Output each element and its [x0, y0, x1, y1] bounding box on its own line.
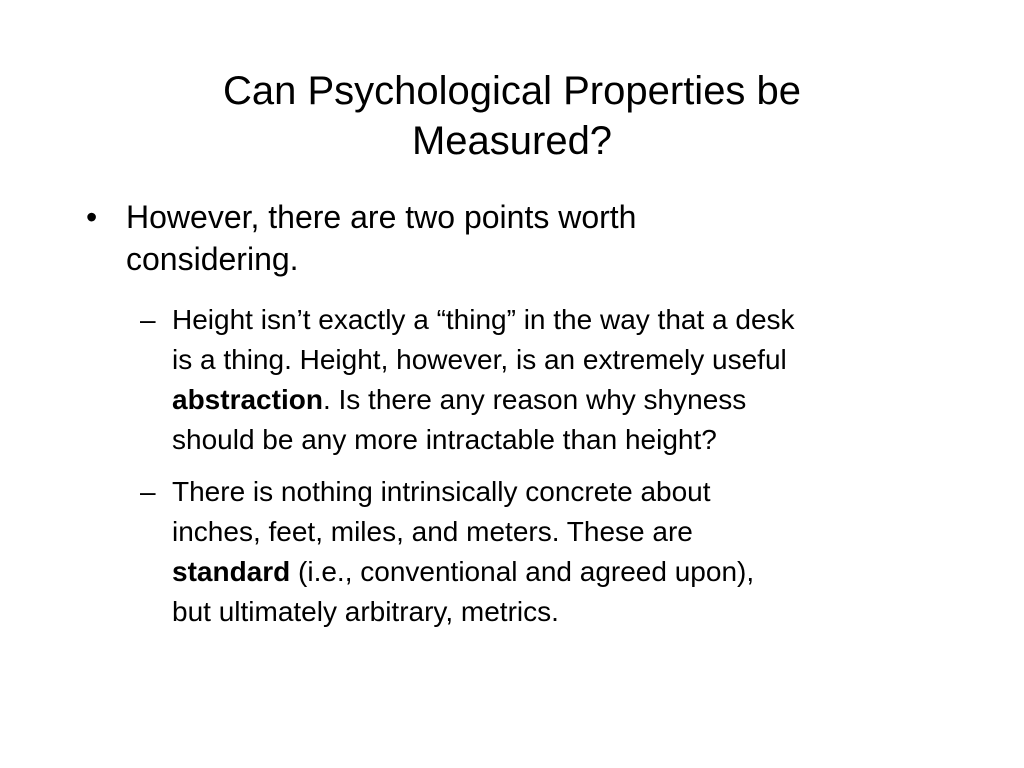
- dash-marker: –: [140, 476, 156, 507]
- sub-bullet-units-line-4: but ultimately arbitrary, metrics.: [172, 596, 559, 627]
- abstraction-term: abstraction: [172, 384, 323, 415]
- slide-title: [112, 66, 912, 166]
- sub-bullet-units-line-3-rest: (i.e., conventional and agreed upon),: [290, 556, 755, 587]
- sub-bullet-height-line-2: is a thing. Height, however, is an extremely useful: [172, 344, 787, 375]
- bullet-marker: •: [86, 199, 98, 235]
- sub-bullet-height-line-4: should be any more intractable than height?: [172, 424, 717, 455]
- sub-bullet-height: [140, 300, 940, 460]
- sub-bullet-units-text: [172, 472, 940, 632]
- main-bullet-text: [126, 196, 946, 280]
- main-bullet: [86, 196, 946, 280]
- sub-bullet-height-text: [172, 300, 940, 460]
- dash-marker: –: [140, 304, 156, 335]
- sub-bullet-height-line-3-rest: . Is there any reason why shyness: [322, 384, 747, 415]
- main-bullet-line-2: considering.: [126, 241, 299, 277]
- sub-bullet-units-line-3: [172, 552, 940, 592]
- sub-bullet-height-line-1: Height isn’t exactly a “thing” in the way that a desk: [172, 304, 795, 335]
- slide-title-line-1: Can Psychological Properties be: [222, 69, 802, 113]
- sub-bullet-units-line-1: There is nothing intrinsically concrete about: [172, 476, 711, 507]
- standard-term: standard: [172, 556, 291, 587]
- sub-bullet-units: [140, 472, 940, 632]
- sub-bullet-units-line-2: inches, feet, miles, and meters. These are: [172, 516, 693, 547]
- main-bullet-line-1: However, there are two points worth: [126, 199, 637, 235]
- slide-title-line-2: Measured?: [411, 119, 613, 163]
- sub-bullet-height-line-3: [172, 380, 940, 420]
